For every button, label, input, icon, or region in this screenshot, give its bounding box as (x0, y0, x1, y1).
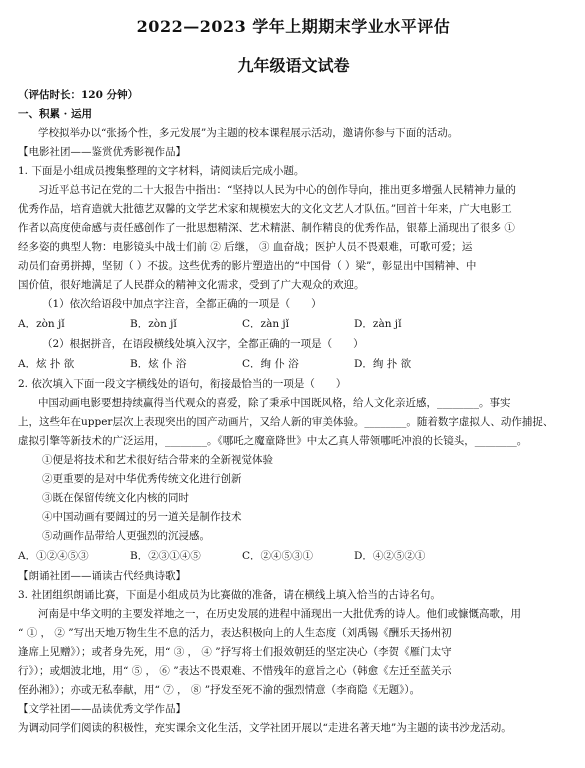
q1-passage-line: 作者以高度使命感与责任感创作了一批思想精深、艺术精湛、制作精良的优秀作品，银幕上涌现出了很多 ① (18, 222, 515, 234)
q1-stem: 1. 下面是小组成员搜集整理的文字材料，请阅读后完成小题。 (18, 165, 305, 177)
q1-passage-line: 经多姿的典型人物：电影镜头中战士们前 ② 后继， ③ 血奋战；医护人员不畏艰难，可歌可爱；运 (18, 241, 473, 253)
exam-title: 2022—2023 学年上期期末学业水平评估 (136, 17, 451, 36)
q3-passage-line: “ ① ， ② ”写出天地万物生生不息的活力，表达积极向上的人生态度（刘禹锡《酬乐天扬州初 (18, 627, 452, 639)
q2-choice: ③既在保留传统文化内核的同时 (42, 492, 189, 504)
q1-passage-line: 动员们奋勇拼搏，坚韧（ ）不拔。这些优秀的影片塑造出的“中国骨（ ）梁”，彰显出中国精神、中 (18, 260, 477, 272)
q2-choice: ①便是将技术和艺术很好结合带来的全新视觉体验 (42, 454, 273, 466)
q2-choice: ④中国动画有要阔过的另一道关是制作技术 (42, 511, 242, 523)
exam-time: （评估时长：120 分钟） (18, 89, 139, 101)
option-b: B．炫 仆 浴 (130, 358, 187, 370)
option-a: A．炫 扑 欲 (18, 358, 75, 370)
q2-choice: ⑤动画作品带给人更强烈的沉浸感。 (42, 530, 210, 542)
q1-sub1: （1）依次给语段中加点字注音，全都正确的一项是（ ） (42, 298, 322, 310)
q2-options (18, 546, 569, 567)
q1-passage-line: 习近平总书记在党的二十大报告中指出：“坚持以人民为中心的创作导向，推出更多增强人民精神力量的 (38, 184, 516, 196)
club-heading-film: 【电影社团——鉴赏优秀影视作品】 (18, 146, 186, 158)
intro-text: 学校拟举办以“张扬个性，多元发展”为主题的校本课程展示活动，邀请你参与下面的活动。 (38, 127, 459, 139)
q2-passage-line: 虚拟引擎等新技术的广泛运用，________。《哪吒之魔童降世》中太乙真人带领哪吒冲浪的长镜头，________。 (18, 435, 528, 447)
q1-sub2: （2）根据拼音，在语段横线处填入汉字，全都正确的一项是（ ） (42, 338, 364, 350)
q2-passage-line: 上，这些年在upper层次上表现突出的国产动画片，又给人新的审美体验。________。随着数字虚拟人、动作捕捉、 (18, 416, 554, 428)
option-d: D．④②⑤②① (354, 550, 426, 562)
q2-passage-line: 中国动画电影要想持续赢得当代观众的喜爱，除了秉承中国既风格，给人文化亲近感，________。事实 (38, 397, 511, 409)
option-c: C．②④⑤③① (242, 550, 314, 562)
club-heading-recital: 【朗诵社团——诵读古代经典诗歌】 (18, 570, 186, 582)
option-b: B．②③①④⑤ (130, 550, 201, 562)
q2-choice: ②更重要的是对中华优秀传统文化进行创新 (42, 473, 242, 485)
club-heading-literature: 【文学社团——品读优秀文学作品】 (18, 703, 186, 715)
q1-passage-line: 国价值，很好地满足了人民群众的精神文化需求，受到了广大观众的欢迎。 (18, 279, 365, 291)
q3-passage-line: 行》）；或烟波北地，用“ ⑤ ， ⑥ ”表达不畏艰难、不惜残年的意旨之心（韩愈《左迁至蓝关示 (18, 665, 452, 677)
exam-subtitle: 九年级语文试卷 (237, 56, 350, 75)
last-line: 为调动同学们阅读的积极性，充实课余文化生活，文学社团开展以“走进名著天地”为主题的读书沙龙活动。 (18, 722, 512, 734)
q3-passage-line: 侄孙湘》）；亦或无私奉献，用“ ⑦ ， ⑧ ”抒发至死不渝的强烈情意（李商隐《无题》）。 (18, 684, 421, 696)
option-d: D．绚 扑 欲 (354, 358, 412, 370)
q1-passage-line: 优秀作品，培育造就大批德艺双馨的文学艺术家和规模宏大的文化文艺人才队伍。”回首十年来，广大电影工 (18, 203, 512, 215)
q1-options2 (18, 354, 569, 375)
section-heading: 一、积累 · 运用 (18, 108, 92, 120)
option-a: A．①②④⑤③ (18, 550, 89, 562)
q3-passage-line: 逢席上见赠》）；或者身先死，用“ ③ ， ④ ”抒写将士们报效朝廷的坚定决心（李贺《雁门太守 (18, 646, 452, 658)
option-b: B．zòn jǐ (130, 318, 177, 330)
q3-passage-line: 河南是中华文明的主要发祥地之一，在历史发展的进程中涌现出一大批优秀的诗人。他们或慷慨高歌，用 (38, 608, 521, 620)
option-d: D．zàn jǐ (354, 318, 402, 330)
q1-options1 (18, 314, 569, 335)
option-c: C．绚 仆 浴 (242, 358, 299, 370)
option-a: A．zòn jǐ (18, 318, 65, 330)
q2-stem: 2. 依次填入下面一段文字横线处的语句，衔接最恰当的一项是（ ） (18, 378, 347, 390)
q3-stem: 3. 社团组织朗诵比赛，下面是小组成员为比赛做的准备，请在横线上填入恰当的古诗名句。 (18, 589, 441, 601)
option-c: C．zàn jǐ (242, 318, 290, 330)
